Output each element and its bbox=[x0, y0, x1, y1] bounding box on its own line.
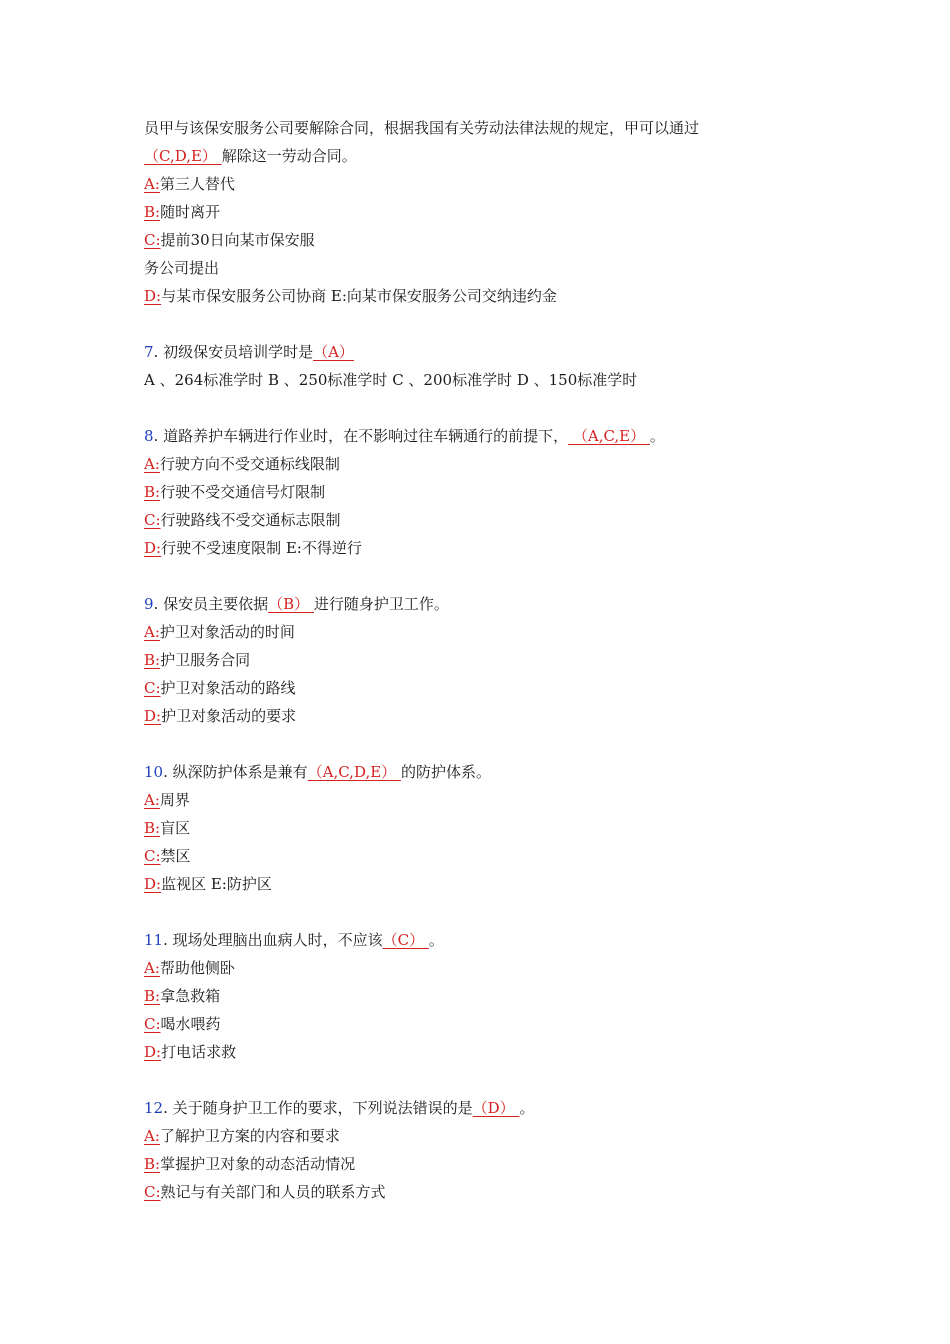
option-letter: A: bbox=[144, 1127, 160, 1145]
option-letter: B: bbox=[144, 819, 161, 837]
option-text: 护卫对象活动的要求 bbox=[161, 707, 297, 725]
option-text: 护卫服务合同 bbox=[160, 651, 251, 669]
option-text: 行驶不受交通信号灯限制 bbox=[160, 483, 326, 501]
option-letter: C: bbox=[144, 679, 161, 697]
option-a bbox=[144, 1122, 824, 1150]
question-text: . 纵深防护体系是兼有 bbox=[163, 763, 308, 781]
option-a bbox=[144, 786, 824, 814]
option-letter: D: bbox=[144, 539, 162, 557]
option-b bbox=[144, 814, 824, 842]
option-letter: C: bbox=[144, 1015, 161, 1033]
spacer bbox=[144, 562, 824, 590]
option-a bbox=[144, 450, 824, 478]
option-letter: B: bbox=[144, 203, 161, 221]
option-d bbox=[144, 870, 824, 898]
question-number: 11 bbox=[144, 931, 164, 949]
document-page bbox=[144, 114, 824, 1206]
option-text: 监视区 E:防护区 bbox=[161, 875, 272, 893]
option-letter: A: bbox=[144, 175, 160, 193]
question-7-options: A 、264标准学时 B 、250标准学时 C 、200标准学时 D 、150标准学时 bbox=[144, 371, 638, 389]
option-c bbox=[144, 1010, 824, 1038]
option-b bbox=[144, 1150, 824, 1178]
question-text: . 初级保安员培训学时是 bbox=[153, 343, 314, 361]
option-letter: C: bbox=[144, 511, 161, 529]
question-11-stem bbox=[144, 926, 824, 954]
option-letter: A: bbox=[144, 791, 160, 809]
option-b bbox=[144, 198, 824, 226]
question-6-answer: （C,D,E） bbox=[144, 147, 222, 165]
question-text: . 现场处理脑出血病人时，不应该 bbox=[163, 931, 383, 949]
option-letter: B: bbox=[144, 651, 161, 669]
question-10-stem bbox=[144, 758, 824, 786]
option-text: 打电话求救 bbox=[161, 1043, 237, 1061]
question-number: 8 bbox=[144, 427, 154, 445]
option-text: 拿急救箱 bbox=[160, 987, 221, 1005]
question-answer: （A,C,D,E） bbox=[307, 763, 401, 781]
option-letter: C: bbox=[144, 1183, 161, 1201]
option-d bbox=[144, 282, 824, 310]
question-text: . 关于随身护卫工作的要求，下列说法错误的是 bbox=[163, 1099, 473, 1117]
question-answer: （D） bbox=[472, 1099, 520, 1117]
option-text: 第三人替代 bbox=[159, 175, 235, 193]
question-number: 12 bbox=[144, 1099, 164, 1117]
option-c bbox=[144, 674, 824, 702]
option-c bbox=[144, 506, 824, 534]
option-text: 行驶路线不受交通标志限制 bbox=[160, 511, 341, 529]
option-text: 盲区 bbox=[160, 819, 191, 837]
question-answer: （A） bbox=[313, 343, 354, 361]
option-letter: B: bbox=[144, 483, 161, 501]
spacer bbox=[144, 310, 824, 338]
option-text: 与某市保安服务公司协商 E:向某市保安服务公司交纳违约金 bbox=[161, 287, 557, 305]
question-text-end: 。 bbox=[428, 931, 444, 949]
option-letter: D: bbox=[144, 707, 162, 725]
option-letter: D: bbox=[144, 875, 162, 893]
spacer bbox=[144, 394, 824, 422]
question-answer: （C） bbox=[382, 931, 429, 949]
option-text: 了解护卫方案的内容和要求 bbox=[159, 1127, 340, 1145]
option-text: 行驶方向不受交通标线限制 bbox=[159, 455, 340, 473]
option-b bbox=[144, 646, 824, 674]
question-text: . 道路养护车辆进行作业时，在不影响过往车辆通行的前提下， bbox=[153, 427, 569, 445]
option-text: 周界 bbox=[159, 791, 190, 809]
question-8-stem bbox=[144, 422, 824, 450]
question-9-stem bbox=[144, 590, 824, 618]
option-text: 喝水喂药 bbox=[160, 1015, 221, 1033]
option-b bbox=[144, 478, 824, 506]
question-text-end: 的防护体系。 bbox=[400, 763, 491, 781]
option-d bbox=[144, 702, 824, 730]
option-text: 护卫对象活动的路线 bbox=[160, 679, 296, 697]
option-text: 护卫对象活动的时间 bbox=[159, 623, 295, 641]
option-text: 随时离开 bbox=[160, 203, 221, 221]
option-text: 帮助他侧卧 bbox=[159, 959, 235, 977]
spacer bbox=[144, 898, 824, 926]
question-7-stem bbox=[144, 338, 824, 366]
option-c bbox=[144, 842, 824, 870]
question-text-end: 。 bbox=[519, 1099, 535, 1117]
option-letter: C: bbox=[144, 847, 161, 865]
option-c bbox=[144, 226, 824, 254]
option-letter: B: bbox=[144, 987, 161, 1005]
option-letter: A: bbox=[144, 455, 160, 473]
question-text-end: 。 bbox=[649, 427, 665, 445]
question-answer: （B） bbox=[268, 595, 314, 613]
option-letter: B: bbox=[144, 1155, 161, 1173]
spacer bbox=[144, 1066, 824, 1094]
option-text: 提前30日向某市保安服 bbox=[160, 231, 315, 249]
question-number: 7 bbox=[144, 343, 154, 361]
option-a bbox=[144, 618, 824, 646]
option-a bbox=[144, 170, 824, 198]
option-c bbox=[144, 1178, 824, 1206]
option-b bbox=[144, 982, 824, 1010]
option-text: 掌握护卫对象的动态活动情况 bbox=[160, 1155, 356, 1173]
option-letter: D: bbox=[144, 287, 162, 305]
question-text-end: 进行随身护卫工作。 bbox=[313, 595, 449, 613]
question-answer: （A,C,E） bbox=[568, 427, 650, 445]
option-letter: C: bbox=[144, 231, 161, 249]
option-d bbox=[144, 534, 824, 562]
question-6-text-line2 bbox=[144, 142, 824, 170]
option-c-continuation: 务公司提出 bbox=[144, 259, 220, 277]
option-d bbox=[144, 1038, 824, 1066]
question-6-text-line1: 员甲与该保安服务公司要解除合同，根据我国有关劳动法律法规的规定，甲可以通过 bbox=[144, 119, 700, 137]
question-number: 9 bbox=[144, 595, 154, 613]
spacer bbox=[144, 730, 824, 758]
option-letter: D: bbox=[144, 1043, 162, 1061]
question-12-stem bbox=[144, 1094, 824, 1122]
option-text: 熟记与有关部门和人员的联系方式 bbox=[160, 1183, 386, 1201]
option-letter: A: bbox=[144, 959, 160, 977]
question-6-text-rest: 解除这一劳动合同。 bbox=[221, 147, 357, 165]
option-text: 行驶不受速度限制 E:不得逆行 bbox=[161, 539, 362, 557]
option-text: 禁区 bbox=[160, 847, 191, 865]
question-number: 10 bbox=[144, 763, 164, 781]
option-letter: A: bbox=[144, 623, 160, 641]
question-text: . 保安员主要依据 bbox=[153, 595, 269, 613]
option-a bbox=[144, 954, 824, 982]
